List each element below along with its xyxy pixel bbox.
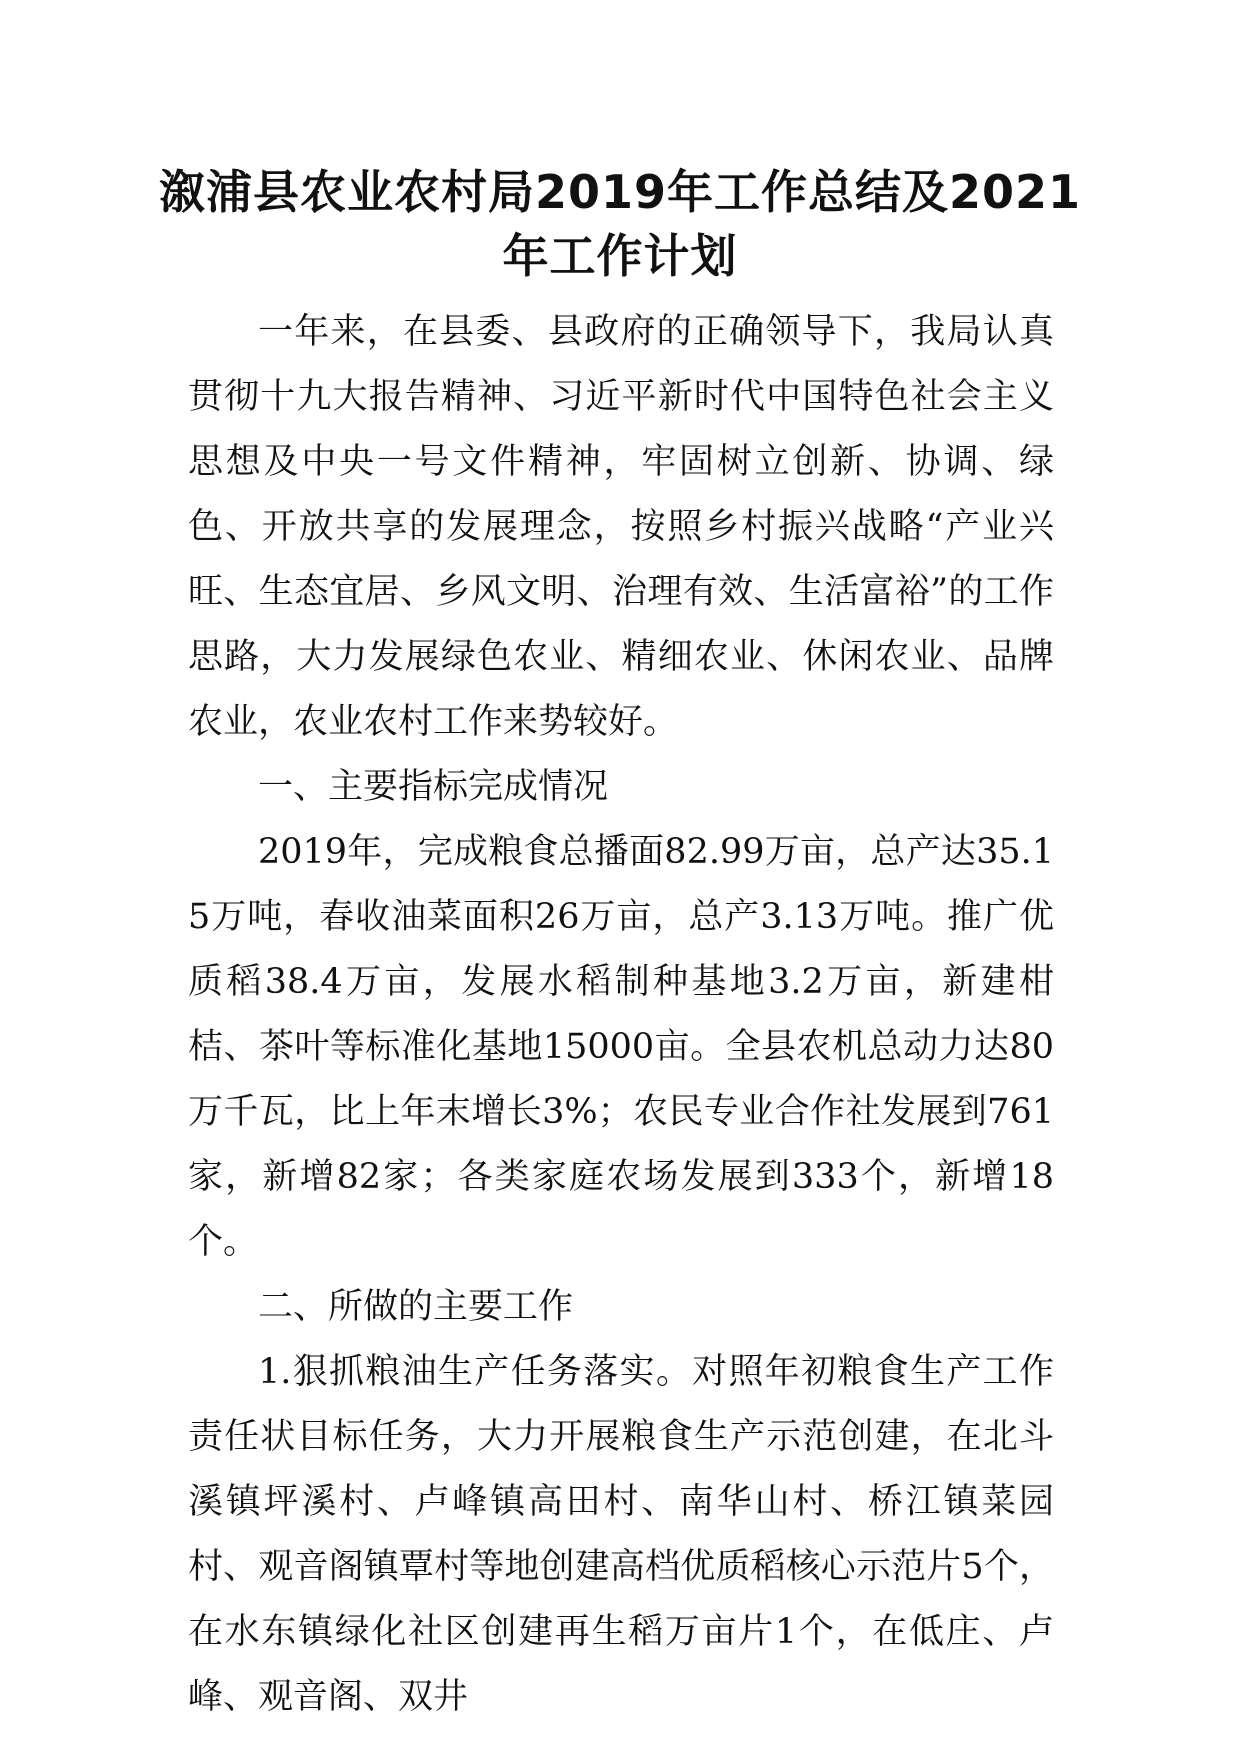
section-2-item-1-paragraph: 1.狠抓粮油生产任务落实。对照年初粮食生产工作责任状目标任务，大力开展粮食生产示范创建，在北斗溪镇坪溪村、卢峰镇高田村、南华山村、桥江镇菜园村、观音阁镇覃村等地创建高档优质稻核心示范片5个，在水东镇绿化社区创建再生稻万亩片1个，在低庄、卢峰、观音阁、双井 — [188, 1352, 1054, 1717]
document-title: 溆浦县农业农村局2019年工作总结及2021年工作计划 — [158, 165, 1082, 283]
intro-paragraph: 一年来，在县委、县政府的正确领导下，我局认真贯彻十九大报告精神、习近平新时代中国特色社会主义思想及中央一号文件精神，牢固树立创新、协调、绿色、开放共享的发展理念，按照乡村振兴战略“产业兴旺、生态宜居、乡风文明、治理有效、生活富裕”的工作思路，大力发展绿色农业、精细农业、休闲农业、品牌农业，农业农村工作来势较好。 — [188, 312, 1054, 742]
section-1-paragraph: 2019年，完成粮食总播面82.99万亩，总产达35.15万吨，春收油菜面积26万亩，总产3.13万吨。推广优质稻38.4万亩，发展水稻制种基地3.2万亩，新建柑桔、茶叶等标准化基地15000亩。全县农机总动力达80万千瓦，比上年末增长3%；农民专业合作社发展到761家，新增82家；各类家庭农场发展到333个，新增18个。 — [188, 832, 1054, 1262]
section-1-heading: 一、主要指标完成情况 — [258, 767, 609, 807]
section-2-heading: 二、所做的主要工作 — [258, 1287, 574, 1327]
document-body — [188, 300, 1054, 1730]
